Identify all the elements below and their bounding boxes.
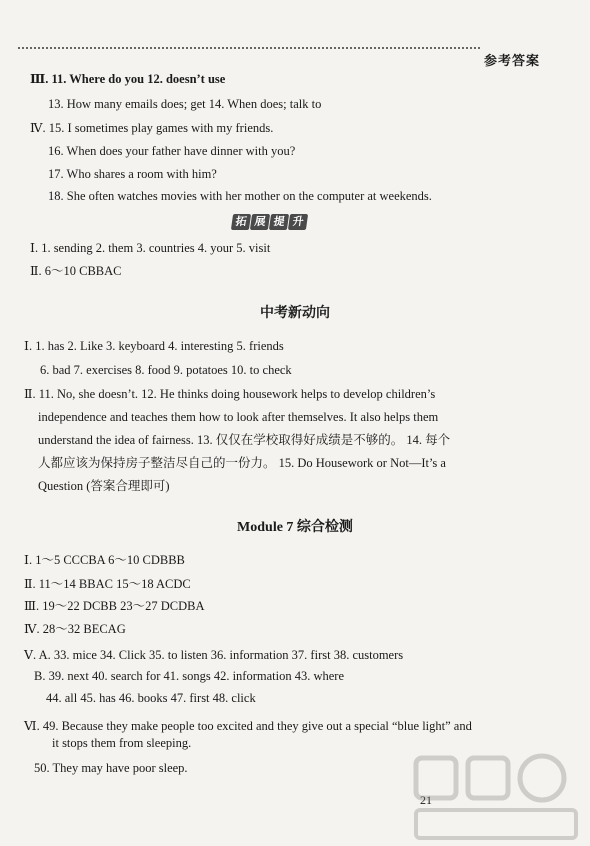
badge-char: 提 xyxy=(269,214,289,230)
answer-line: 18. She often watches movies with her mother on the computer at weekends. xyxy=(48,189,432,203)
answer-line: 50. They may have poor sleep. xyxy=(34,761,188,775)
answer-line: 人都应该为保持房子整洁尽自己的一份力。 15. Do Housework or Not—It’s a xyxy=(38,456,446,470)
answer-line: Ⅲ. 11. Where do you 12. doesn’t use xyxy=(30,72,226,86)
badge-char: 展 xyxy=(250,214,270,230)
answer-line: Ⅱ. 6～10 CBBAC xyxy=(30,264,122,278)
answer-line: understand the idea of fairness. 13. 仅仅在学校取得好成绩是不够的。 14. 每个 xyxy=(38,433,451,447)
answer-line: Ⅳ. 15. I sometimes play games with my friends. xyxy=(30,121,274,135)
answer-line: Ⅲ. 19～22 DCBB 23～27 DCDBA xyxy=(24,599,205,613)
section-title-module7: Module 7 综合检测 xyxy=(237,520,353,535)
answer-line: 16. When does your father have dinner with you? xyxy=(48,144,296,158)
answer-line: Ⅰ. 1～5 CCCBA 6～10 CDBBB xyxy=(24,553,185,567)
answer-line: 13. How many emails does; get 14. When does; talk to xyxy=(48,97,322,111)
answer-line: B. 39. next 40. search for 41. songs 42. information 43. where xyxy=(34,669,345,683)
answer-line: Ⅳ. 28～32 BECAG xyxy=(24,622,126,636)
answer-line: 44. all 45. has 46. books 47. first 48. click xyxy=(46,691,256,705)
answer-line: Ⅰ. 1. sending 2. them 3. countries 4. your 5. visit xyxy=(30,241,271,255)
page-number: 21 xyxy=(420,793,432,807)
answer-line: 17. Who shares a room with him? xyxy=(48,167,217,181)
page-header-title: 参考答案 xyxy=(484,54,541,69)
section-title-zhongkao: 中考新动向 xyxy=(260,305,330,321)
answer-line: independence and teaches them how to look after themselves. It also helps them xyxy=(38,410,439,424)
answer-line: Ⅱ. 11～14 BBAC 15～18 ACDC xyxy=(24,577,191,591)
badge-char: 拓 xyxy=(231,214,251,230)
answer-line: it stops them from sleeping. xyxy=(52,736,192,750)
answer-line: Ⅱ. 11. No, she doesn’t. 12. He thinks doing housework helps to develop children’s xyxy=(24,387,436,401)
badge-char: 升 xyxy=(288,214,308,230)
answer-line: 6. bad 7. exercises 8. food 9. potatoes 10. to check xyxy=(40,363,292,377)
answer-line: Ⅰ. 1. has 2. Like 3. keyboard 4. interesting 5. friends xyxy=(24,339,284,353)
answer-line: Question (答案合理即可) xyxy=(38,479,170,493)
watermark-logo-icon xyxy=(412,748,582,844)
section-badge-extension xyxy=(232,214,307,230)
header-divider xyxy=(18,47,480,49)
answer-line: Ⅵ. 49. Because they make people too excited and they give out a special “blue light” and xyxy=(24,719,472,733)
answer-line: Ⅴ. A. 33. mice 34. Click 35. to listen 36. information 37. first 38. customers xyxy=(24,648,404,662)
